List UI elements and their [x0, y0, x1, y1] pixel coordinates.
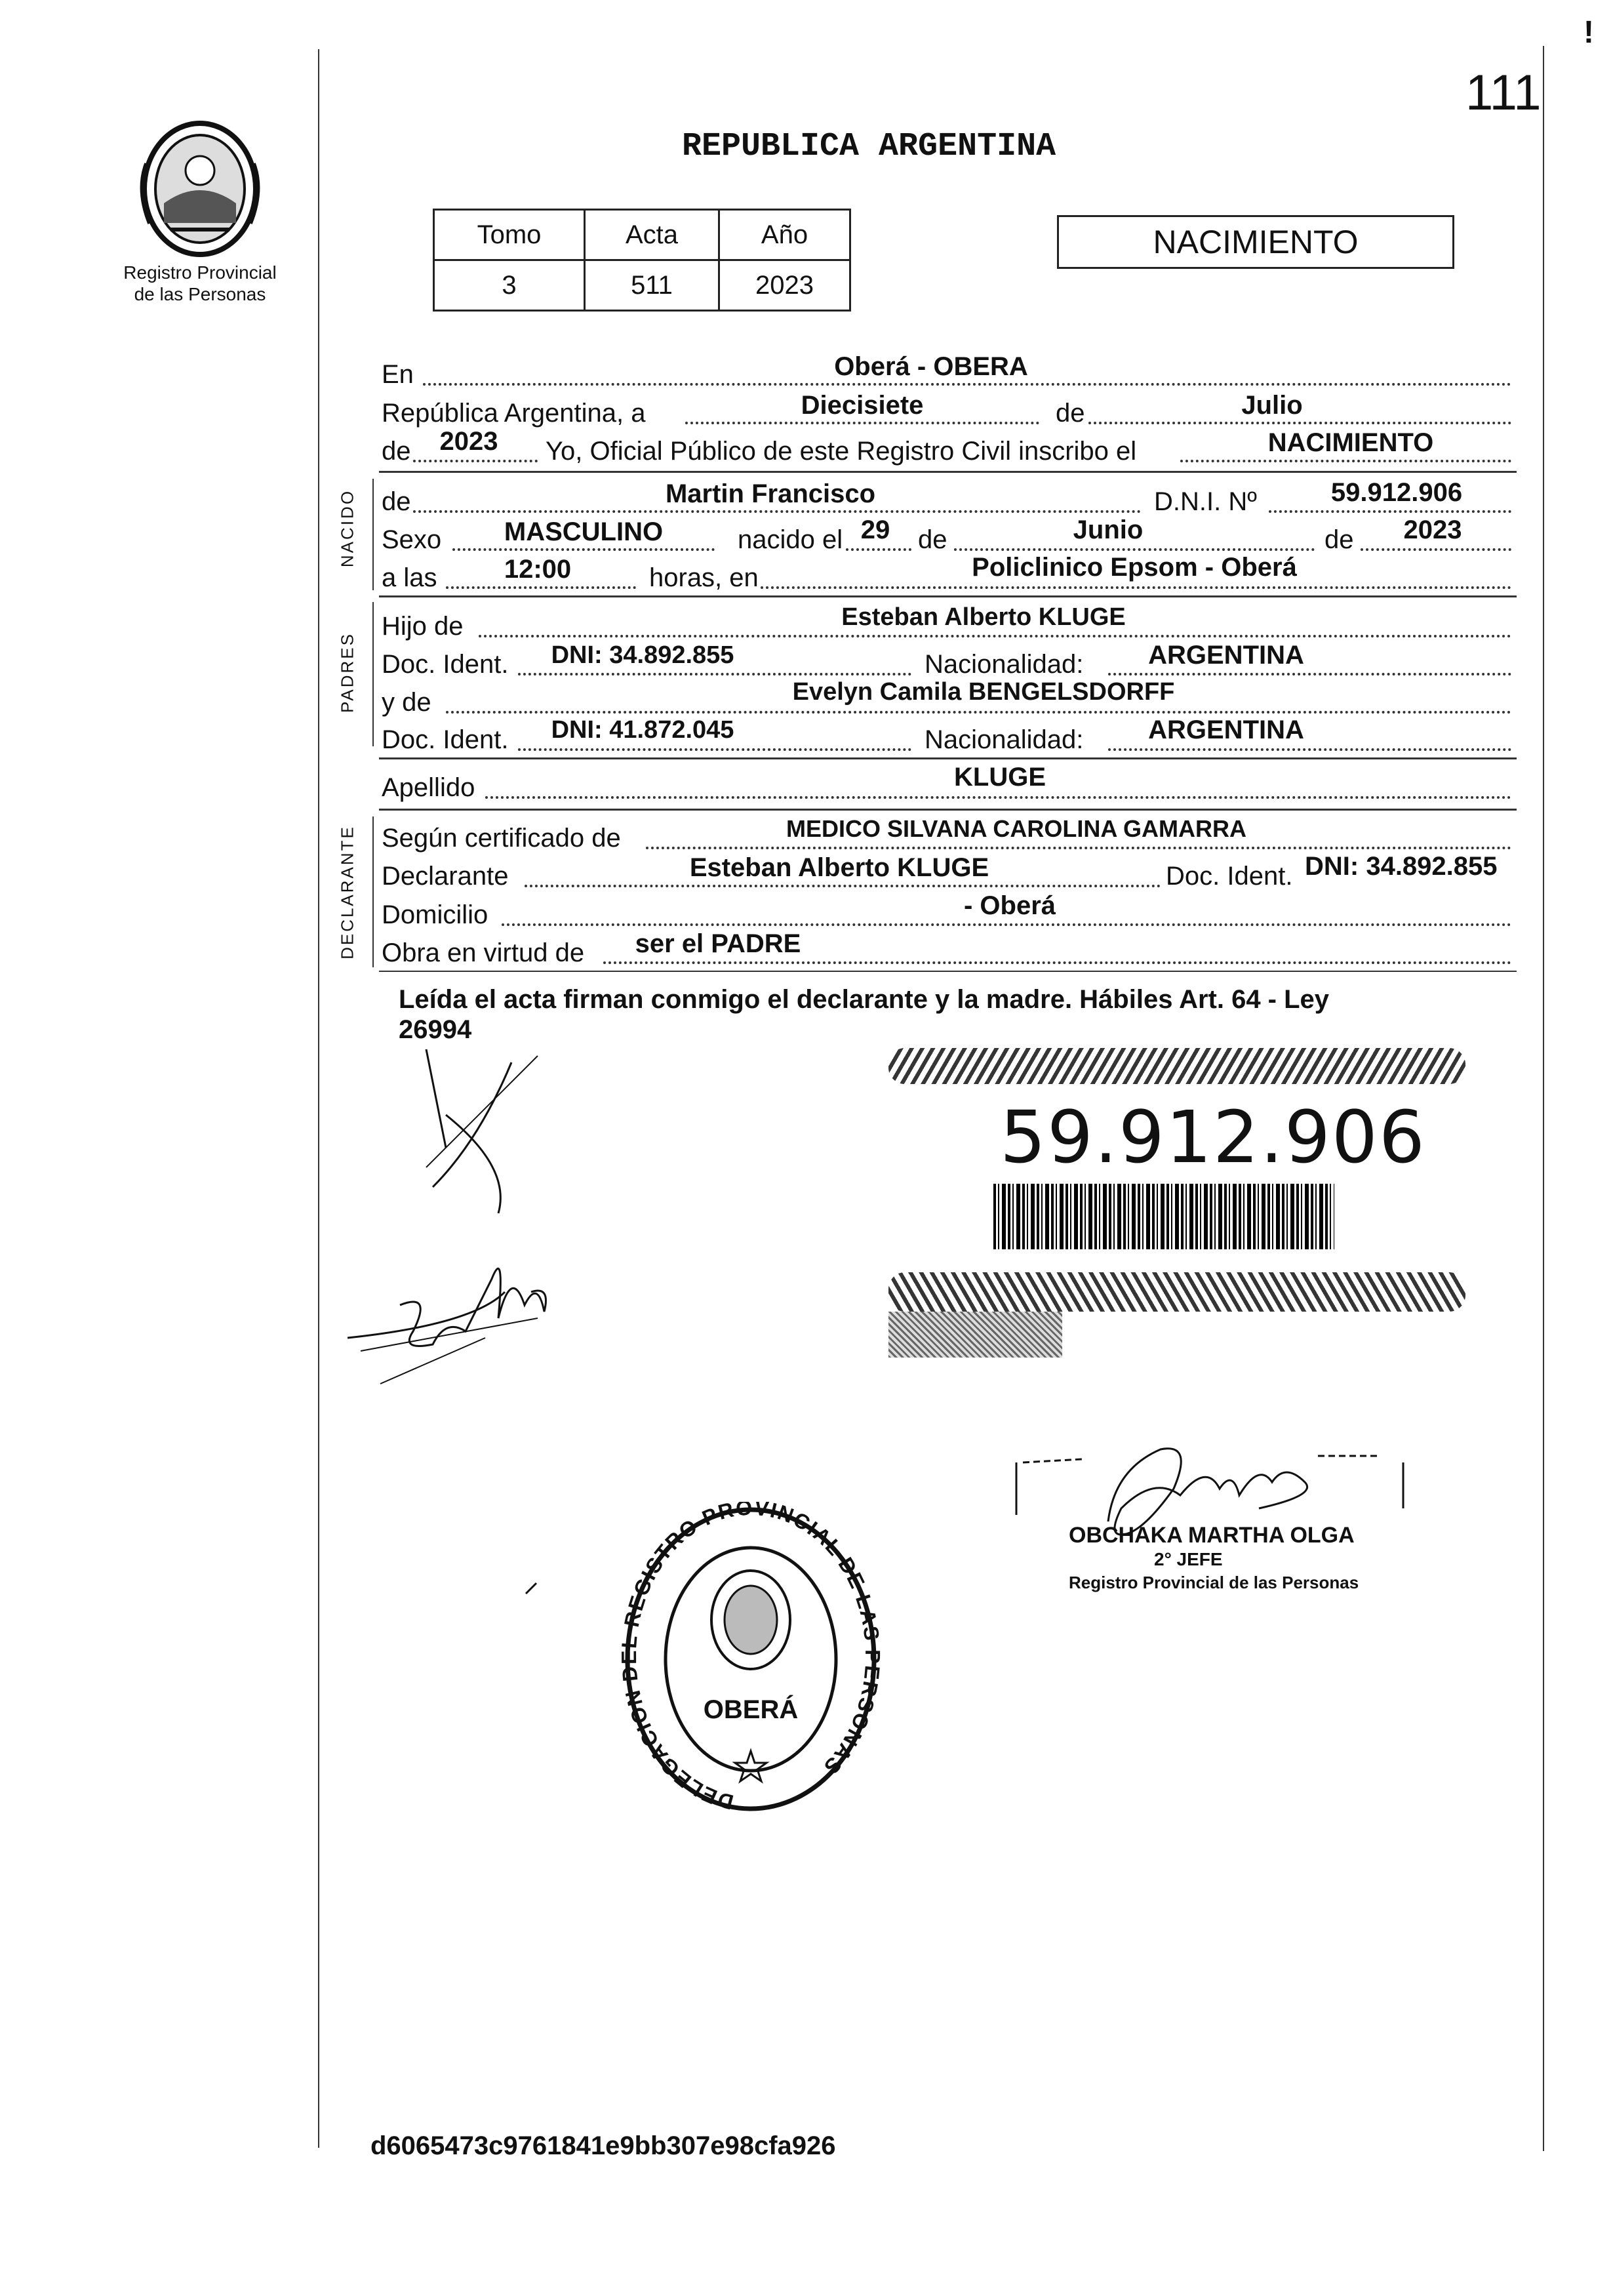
wave-pattern-bottom [888, 1272, 1465, 1312]
anio-value: 2023 [719, 260, 850, 311]
nacido-bar [372, 479, 374, 590]
de-label: de [1056, 399, 1085, 428]
section-label-nacido: NACIDO [337, 489, 357, 568]
birth-day: 29 [860, 515, 890, 544]
hijo-label: Hijo de [382, 612, 464, 641]
padres-bar [372, 602, 374, 746]
stamp-bottom-text: OBERÁ [703, 1695, 799, 1724]
dots [413, 510, 1141, 513]
left-margin-line [318, 49, 319, 2148]
dots [479, 635, 1511, 637]
dots [954, 548, 1315, 551]
apellido-value: KLUGE [954, 763, 1046, 792]
domicilio-value: - Oberá [963, 891, 1056, 920]
acta-header: Acta [585, 210, 719, 260]
official-name: OBCHAKA MARTHA OLGA [1069, 1523, 1355, 1548]
logo-caption-2: de las Personas [134, 284, 266, 304]
record-type: NACIMIENTO [1153, 224, 1359, 260]
father-doc: DNI: 34.892.855 [551, 641, 734, 669]
father-nationality: ARGENTINA [1148, 641, 1304, 670]
nacionalidad-label: Nacionalidad: [925, 725, 1084, 754]
declarante-value: Esteban Alberto KLUGE [689, 853, 989, 882]
dots [1180, 460, 1511, 462]
tomo-header: Tomo [434, 210, 585, 260]
doc-label: Doc. Ident. [1166, 862, 1293, 891]
sticker-number: 59.912.906 [1000, 1095, 1426, 1179]
document-hash: d6065473c9761841e9bb307e98cfa926 [370, 2131, 836, 2160]
mother-signature [341, 1239, 577, 1390]
dots [446, 711, 1511, 714]
record-table [433, 209, 851, 312]
en-label: En [382, 360, 414, 389]
sexo-label: Sexo [382, 525, 442, 554]
doc-label: Doc. Ident. [382, 650, 509, 679]
stamp-ring-text: DELEGACION D REGISTRO PROVINCIAL DE LAS RSONAS [620, 1502, 882, 1815]
declarante-bar [372, 816, 374, 967]
dots [1269, 510, 1511, 513]
mother-nationality: ARGENTINA [1148, 715, 1304, 744]
page-number: 111 [1465, 65, 1542, 121]
section-divider [379, 809, 1517, 811]
dots [518, 673, 911, 675]
closing-line-2: 26994 [399, 1015, 472, 1044]
declarante-label: Declarante [382, 862, 509, 891]
doc-label: Doc. Ident. [382, 725, 509, 754]
official-office: Registro Provincial de las Personas [1069, 1573, 1359, 1592]
section-label-declarante: DECLARANTE [337, 825, 357, 959]
child-dni: 59.912.906 [1330, 478, 1463, 507]
year-value: 2023 [439, 427, 498, 456]
barcode [993, 1184, 1334, 1249]
domicilio-label: Domicilio [382, 900, 488, 929]
section-divider [379, 971, 1517, 972]
section-divider [379, 471, 1517, 473]
birth-year: 2023 [1403, 515, 1462, 544]
security-hologram [888, 1312, 1062, 1358]
de-label: de [918, 525, 947, 554]
dots [413, 460, 538, 462]
dots [1088, 422, 1511, 424]
birth-time: 12:00 [504, 555, 572, 584]
apellido-label: Apellido [382, 773, 475, 802]
de-label: de [382, 487, 411, 516]
day-value: Diecisiete [801, 391, 924, 420]
dots [1361, 548, 1511, 551]
statement-text: Yo, Oficial Público de este Registro Civil inscribo el [546, 437, 1137, 466]
father-name: Esteban Alberto KLUGE [841, 603, 1126, 631]
province-seal-icon [125, 111, 275, 262]
dni-label: D.N.I. Nº [1154, 487, 1257, 516]
dots [423, 383, 1511, 386]
nacido-el-label: nacido el [738, 525, 843, 554]
dots [502, 923, 1511, 926]
child-name: Martin Francisco [665, 479, 876, 508]
mother-doc: DNI: 41.872.045 [551, 716, 734, 744]
month-value: Julio [1241, 391, 1303, 420]
star-icon [735, 1751, 767, 1781]
delegation-stamp [620, 1502, 882, 1817]
place-value: Oberá - OBERA [834, 352, 1028, 381]
republica-label: República Argentina, a [382, 399, 646, 428]
dots [846, 548, 911, 551]
section-divider [379, 595, 1517, 597]
tomo-value: 3 [434, 260, 585, 311]
acta-value: 511 [585, 260, 719, 311]
a-las-label: a las [382, 563, 437, 592]
cert-value: MEDICO SILVANA CAROLINA GAMARRA [786, 815, 1246, 842]
dots [452, 548, 715, 551]
dots [525, 885, 1161, 887]
birth-place: Policlinico Epsom - Oberá [972, 553, 1297, 582]
dots [603, 961, 1511, 964]
anio-header: Año [719, 210, 850, 260]
dots [485, 796, 1511, 799]
logo-caption-1: Registro Provincial [123, 262, 277, 283]
dots [1108, 673, 1511, 675]
declarant-signature [407, 1036, 577, 1220]
dots [646, 847, 1511, 849]
birth-month: Junio [1073, 515, 1144, 544]
dots [761, 586, 1511, 589]
official-role: 2° JEFE [1154, 1549, 1223, 1569]
record-type-box [1057, 215, 1454, 269]
act-type-value: NACIMIENTO [1267, 428, 1434, 457]
de-label-b: de [1324, 525, 1354, 554]
horas-label: horas, en [649, 563, 759, 592]
sexo-value: MASCULINO [504, 517, 664, 546]
slash-mark [525, 1582, 538, 1595]
closing-line-1: Leída el acta firman conmigo el declarante y la madre. Hábiles Art. 64 - Ley [399, 985, 1330, 1014]
de-label-2: de [382, 437, 411, 466]
declarante-doc: DNI: 34.892.855 [1305, 852, 1498, 881]
section-label-padres: PADRES [337, 632, 357, 713]
dots [685, 422, 1039, 424]
dots [446, 586, 636, 589]
wave-pattern-top [888, 1048, 1465, 1084]
nacionalidad-label: Nacionalidad: [925, 650, 1084, 679]
corner-mark: ! [1583, 15, 1594, 50]
cert-label: Según certificado de [382, 824, 621, 853]
dots [1108, 748, 1511, 751]
obra-label: Obra en virtud de [382, 938, 585, 967]
right-margin-line [1543, 46, 1544, 2151]
dots [518, 748, 911, 751]
mother-name: Evelyn Camila BENGELSDORFF [792, 678, 1175, 706]
y-de-label: y de [382, 688, 431, 717]
page-title: REPUBLICA ARGENTINA [682, 128, 1056, 165]
province-logo [125, 111, 275, 262]
section-divider [379, 757, 1517, 759]
id-sticker [882, 1036, 1472, 1364]
obra-value: ser el PADRE [635, 929, 801, 958]
